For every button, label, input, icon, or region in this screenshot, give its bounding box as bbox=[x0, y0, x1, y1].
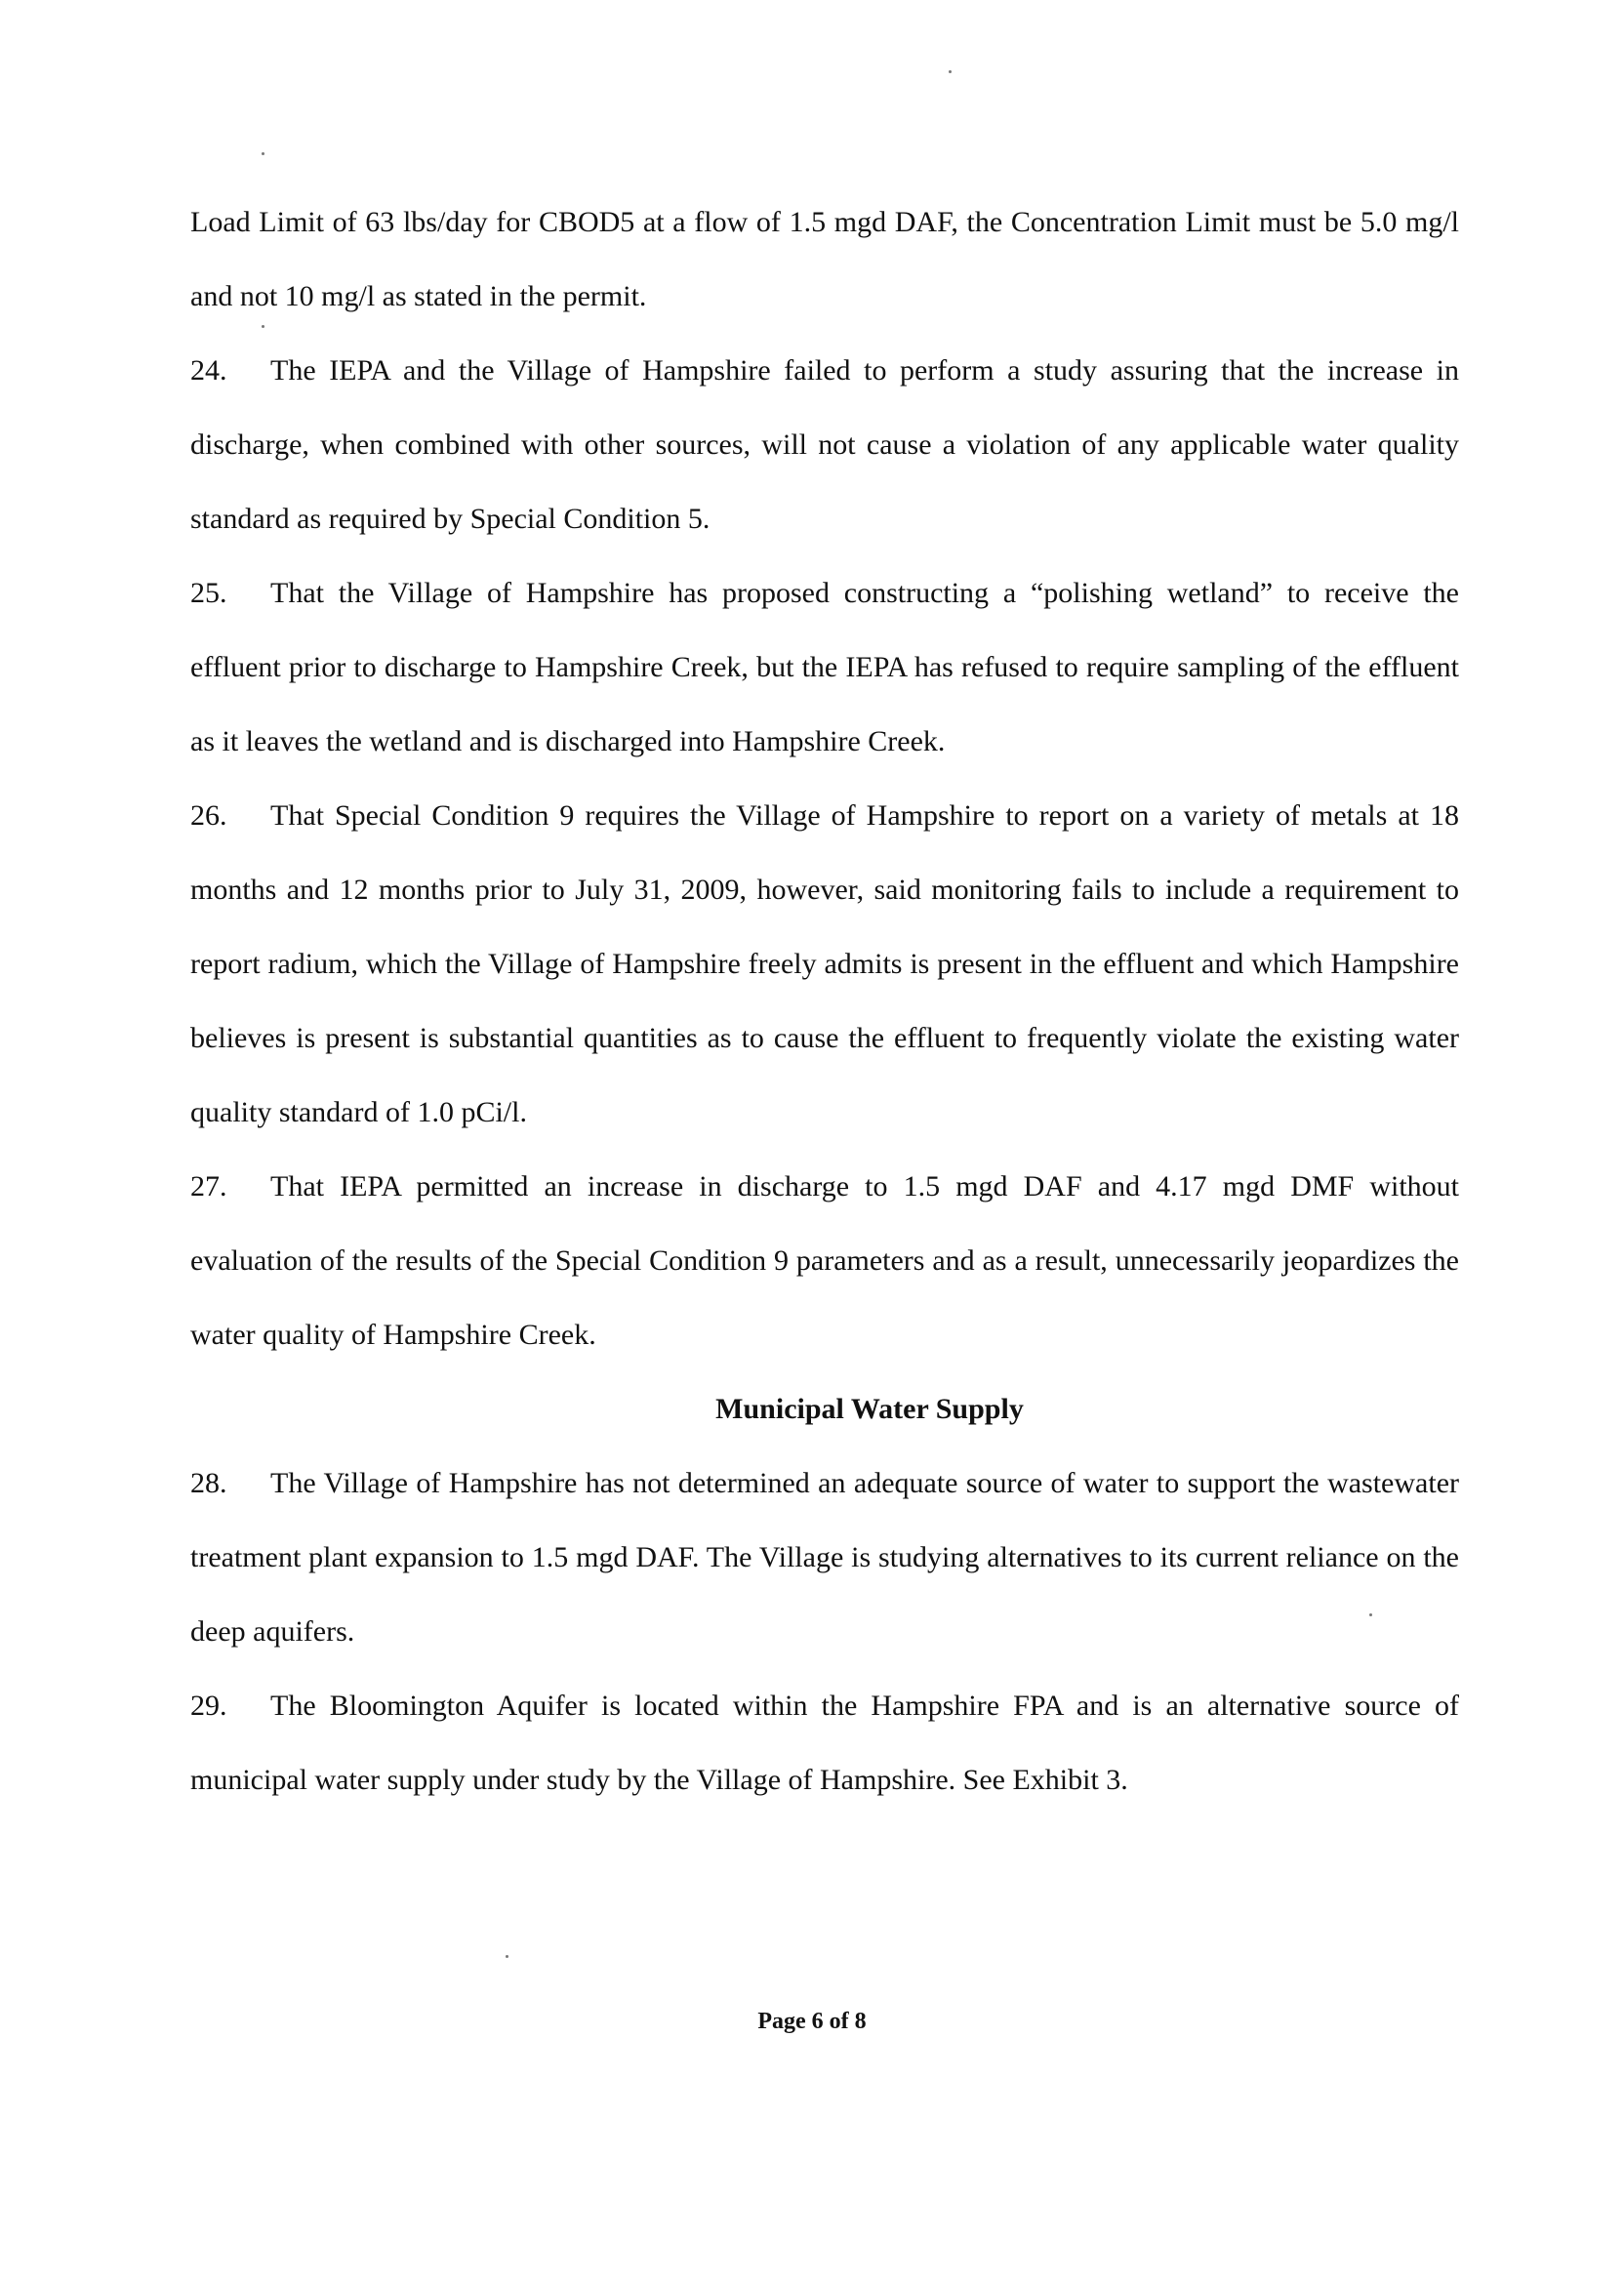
paragraph-25 bbox=[190, 556, 1459, 779]
paragraph-text: The IEPA and the Village of Hampshire failed to perform a study assuring that the increase in discharge, when combined with other sources, will not cause a violation of any applicable water quality standard as required by Special Condition 5. bbox=[190, 354, 1459, 535]
section-heading: Municipal Water Supply bbox=[715, 1393, 1024, 1425]
paragraph-number: 24. bbox=[190, 354, 227, 387]
paragraph-number: 26. bbox=[190, 799, 227, 832]
paragraph-text: That Special Condition 9 requires the Village of Hampshire to report on a variety of metals at 18 months and 12 months prior to July 31, 2009, however, said monitoring fails to include a requirement to report radium, which the Village of Hampshire freely admits is present in the effluent and which Hampshire believes is present is substantial quantities as to cause the effluent to frequently violate the existing water quality standard of 1.0 pCi/l. bbox=[190, 799, 1459, 1128]
paragraph-text: The Bloomington Aquifer is located within the Hampshire FPA and is an alternative source of municipal water supply under study by the Village of Hampshire. See Exhibit 3. bbox=[190, 1690, 1459, 1796]
scan-speck bbox=[262, 325, 264, 328]
paragraph-text: The Village of Hampshire has not determined an adequate source of water to support the wastewater treatment plant expansion to 1.5 mgd DAF. The Village is studying alternatives to its current reliance on the deep aquifers. bbox=[190, 1467, 1459, 1648]
paragraph-29 bbox=[190, 1669, 1459, 1817]
scan-speck bbox=[506, 1955, 508, 1958]
paragraph-text: That the Village of Hampshire has proposed constructing a “polishing wetland” to receive the effluent prior to discharge to Hampshire Creek, but the IEPA has refused to require sampling of the effluent as it leaves the wetland and is discharged into Hampshire Creek. bbox=[190, 577, 1459, 757]
document-body bbox=[190, 185, 1459, 1817]
paragraph-number: 25. bbox=[190, 577, 227, 609]
scan-speck bbox=[949, 70, 952, 73]
paragraph-27 bbox=[190, 1150, 1459, 1372]
scan-speck bbox=[1369, 1613, 1372, 1616]
paragraph-text: That IEPA permitted an increase in discharge to 1.5 mgd DAF and 4.17 mgd DMF without evaluation of the results of the Special Condition 9 parameters and as a result, unnecessarily jeopardizes the water quality of Hampshire Creek. bbox=[190, 1170, 1459, 1351]
page-footer: Page 6 of 8 bbox=[757, 2009, 867, 2034]
paragraph-number: 29. bbox=[190, 1690, 227, 1722]
paragraph-26 bbox=[190, 779, 1459, 1150]
paragraph-24 bbox=[190, 334, 1459, 556]
paragraph-28 bbox=[190, 1447, 1459, 1669]
paragraph-number: 27. bbox=[190, 1170, 227, 1202]
scan-speck bbox=[262, 152, 264, 155]
paragraph-number: 28. bbox=[190, 1467, 227, 1499]
intro-paragraph: Load Limit of 63 lbs/day for CBOD5 at a flow of 1.5 mgd DAF, the Concentration Limit must be 5.0 mg/l and not 10 mg/l as stated in the permit. bbox=[190, 206, 1459, 312]
